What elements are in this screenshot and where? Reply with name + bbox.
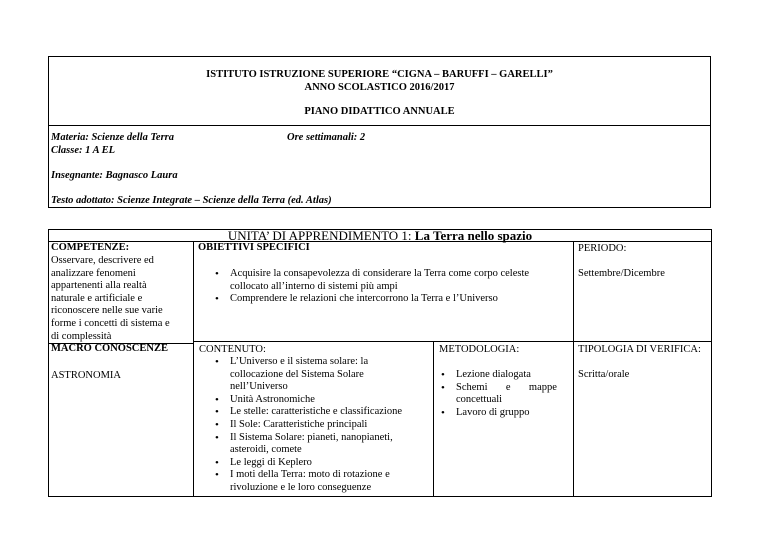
list-item: • Lezione dialogata bbox=[434, 369, 570, 382]
competenze-text bbox=[51, 255, 191, 343]
macro-value: ASTRONOMIA bbox=[51, 370, 122, 381]
testo-line: Testo adottato: Scienze Integrate – Scienze della Terra (ed. Atlas) bbox=[51, 195, 332, 206]
classe-line: Classe: 1 A EL bbox=[51, 145, 116, 156]
list-item: • L’Universo e il sistema solare: la collocazione del Sistema Solare nell’Universo bbox=[208, 356, 430, 394]
col-divider-2 bbox=[573, 241, 574, 497]
periodo-label: PERIODO: bbox=[578, 243, 627, 254]
competenze-line: naturale e artificiale e bbox=[51, 292, 143, 304]
obiettivi-list bbox=[208, 268, 570, 306]
list-item: • Comprendere le relazioni che intercorrono la Terra e l’Universo bbox=[208, 293, 570, 306]
competenze-line: riconoscere nelle sue varie bbox=[51, 305, 163, 317]
list-item: • Lavoro di gruppo bbox=[434, 407, 570, 420]
insegnante-line: Insegnante: Bagnasco Laura bbox=[51, 170, 178, 181]
list-item: • Acquisire la consapevolezza di considerare la Terra come corpo celeste collocato all’interno di sistemi più ampi bbox=[208, 268, 570, 293]
competenze-line: Osservare, descrivere ed bbox=[51, 255, 154, 266]
list-item: • Le leggi di Keplero bbox=[208, 457, 430, 470]
school-year: ANNO SCOLASTICO 2016/2017 bbox=[304, 82, 455, 93]
list-item: • Il Sistema Solare: pianeti, nanopianeti, asteroidi, comete bbox=[208, 432, 430, 457]
metodologia-list bbox=[434, 369, 570, 419]
competenze-line: analizzare fenomeni bbox=[51, 267, 136, 279]
materia-line bbox=[51, 132, 174, 143]
list-item: • Schemi e mappe concettuali bbox=[434, 382, 570, 407]
ore-line: Ore settimanali: 2 bbox=[287, 132, 366, 143]
list-item: • I moti della Terra: moto di rotazione e rivoluzione e le loro conseguenze bbox=[208, 469, 430, 494]
materia-label: Materia bbox=[51, 132, 86, 143]
contenuto-list bbox=[208, 356, 430, 495]
verifica-value: Scritta/orale bbox=[578, 369, 630, 380]
list-item: • Le stelle: caratteristiche e classificazione bbox=[208, 406, 430, 419]
contenuto-label: CONTENUTO: bbox=[199, 344, 266, 355]
list-item: • Il Sole: Caratteristiche principali bbox=[208, 419, 430, 432]
competenze-label: COMPETENZE: bbox=[51, 242, 130, 253]
obiettivi-label: OBIETTIVI SPECIFICI bbox=[198, 242, 310, 253]
macro-label: MACRO CONOSCENZE bbox=[51, 343, 168, 354]
unit-title-prefix: UNITA’ DI APPRENDIMENTO 1: bbox=[227, 228, 412, 243]
obiettivi-divider bbox=[193, 341, 712, 342]
competenze-line: forme i concetti di sistema e bbox=[51, 317, 170, 329]
metodologia-label: METODOLOGIA: bbox=[439, 344, 520, 355]
competenze-line: appartenenti alla realtà bbox=[51, 280, 147, 292]
materia-value: : Scienze della Terra bbox=[85, 132, 174, 143]
competenze-line: di complessità bbox=[51, 330, 112, 342]
periodo-value: Settembre/Dicembre bbox=[578, 268, 665, 279]
institute-name: ISTITUTO ISTRUZIONE SUPERIORE “CIGNA – BARUFFI – GARELLI” bbox=[206, 69, 553, 80]
unit-title-topic: La Terra nello spazio bbox=[414, 228, 533, 243]
list-item: • Unità Astronomiche bbox=[208, 394, 430, 407]
unit-title bbox=[48, 228, 712, 244]
col-divider-1 bbox=[193, 241, 194, 497]
verifica-label: TIPOLOGIA DI VERIFICA: bbox=[578, 344, 701, 355]
plan-title: PIANO DIDATTICO ANNUALE bbox=[304, 106, 455, 117]
